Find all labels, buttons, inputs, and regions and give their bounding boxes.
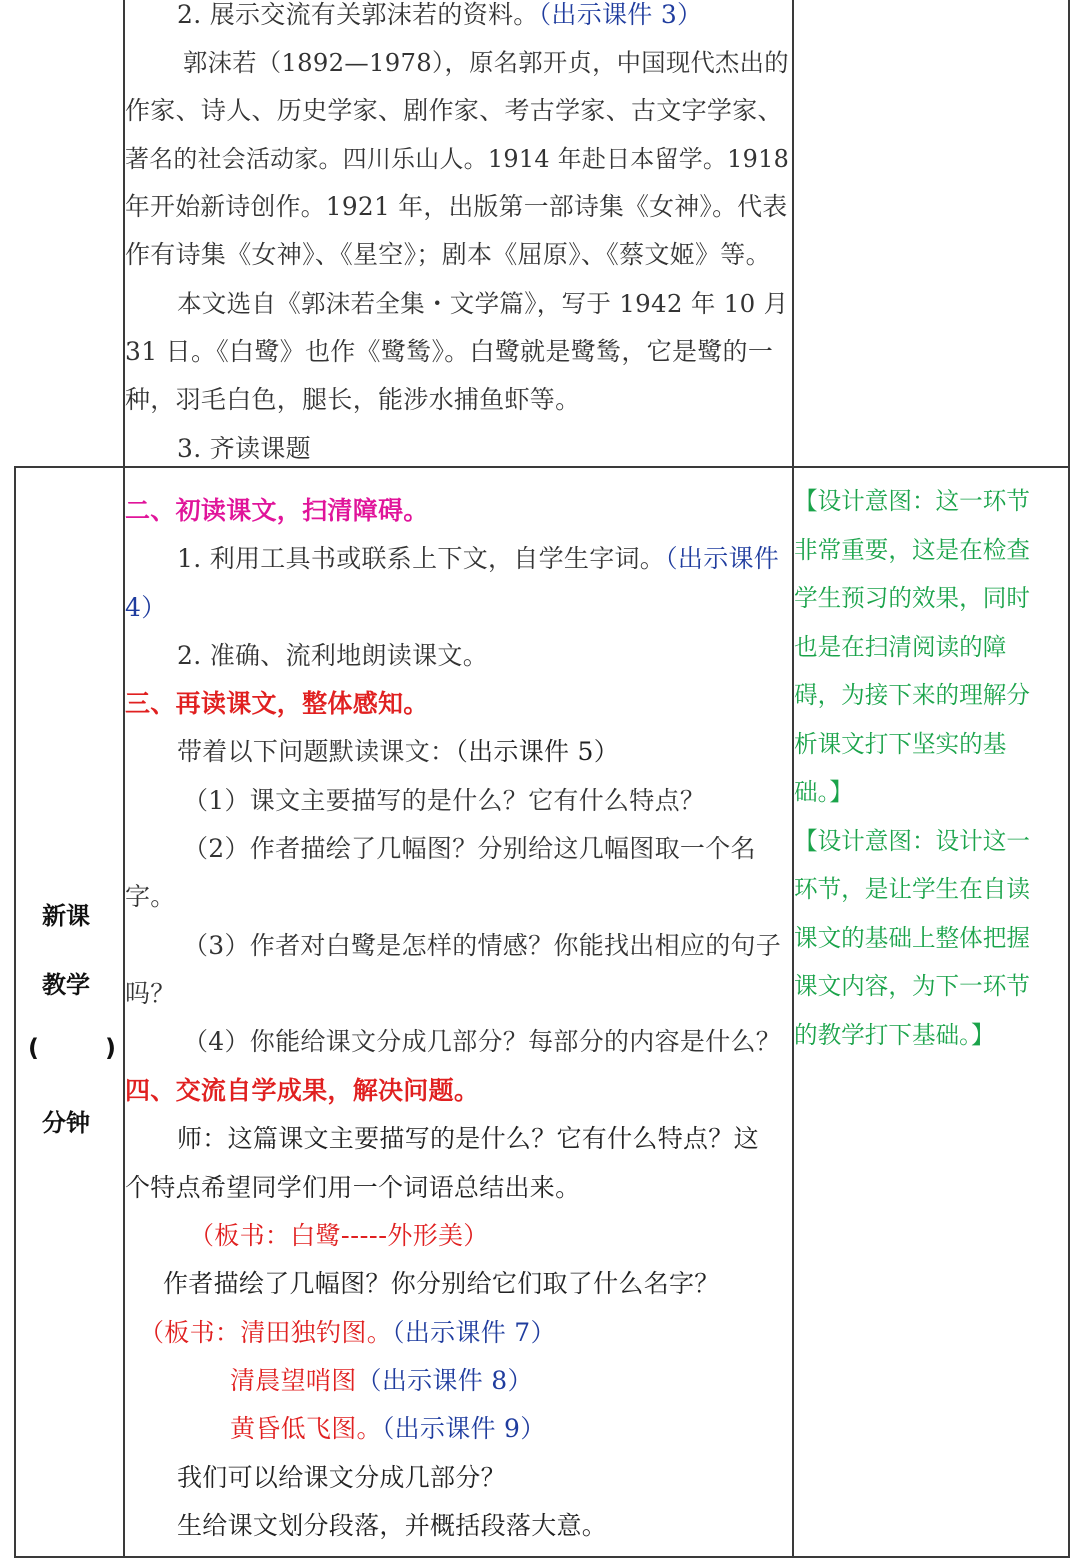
section-label-teaching: 教学: [42, 971, 90, 999]
top-section-line: [125, 142, 789, 176]
top-section-text: （出示课件 3）: [538, 0, 703, 29]
design-intent-line: 础。】: [794, 778, 853, 806]
main-section-text: 个特点希望同学们用一个词语总结出来。: [125, 1173, 581, 1202]
top-section-text: 年开始新诗创作。1921 年，出版第一部诗集《女神》。代表: [125, 192, 788, 221]
main-section-text: 黄昏低飞图。: [230, 1414, 382, 1443]
top-section-line: [177, 0, 702, 32]
main-section-line: [183, 1025, 781, 1059]
section-label-paren-open: (: [28, 1034, 39, 1062]
main-section-line: [183, 832, 756, 866]
main-section-line: [230, 1364, 533, 1398]
main-section-line: [163, 1267, 720, 1301]
top-section-line: [125, 383, 580, 417]
main-section-line: [177, 1122, 759, 1156]
top-section-text: 种，羽毛白色，腿长，能涉水捕鱼虾等。: [125, 385, 581, 414]
main-section-text: （出示课件: [665, 544, 780, 573]
top-section-text: 本文选自《郭沫若全集・文学篇》，写于 1942 年 10 月: [177, 289, 789, 318]
design-intent-line: 析课文打下坚实的基: [794, 729, 1007, 758]
main-section-line: [125, 1074, 479, 1108]
main-section-line: [183, 929, 781, 963]
table-border-left: [14, 466, 16, 1558]
main-section-text: （1）课文主要描写的是什么？它有什么特点？: [183, 786, 706, 815]
main-section-text: 四、交流自学成果，解决问题。: [125, 1076, 480, 1105]
main-section-line: [177, 1509, 607, 1543]
main-section-text: （出示课件 8）: [356, 1366, 533, 1395]
top-section-text: 作有诗集《女神》、《星空》；剧本《屈原》、《蔡文姬》等。: [125, 240, 771, 269]
design-intent-line: 碍，为接下来的理解分: [794, 681, 1030, 709]
top-section-line: [125, 335, 773, 369]
top-section-line: [177, 287, 788, 321]
top-section-line: [177, 432, 311, 466]
top-section-text: 著名的社会活动家。四川乐山人。1914 年赴日本留学。1918: [125, 145, 790, 173]
main-section-text: 吗？: [125, 979, 176, 1008]
main-section-text: （出示课件 7）: [392, 1318, 556, 1347]
main-section-line: [125, 687, 429, 721]
design-intent-line: 非常重要，这是在检查: [794, 535, 1030, 564]
main-section-line: [177, 639, 488, 673]
top-section-line: [125, 238, 771, 272]
top-section-line: [125, 190, 787, 224]
design-intent-line: 课文内容，为下一环节: [794, 972, 1030, 1000]
main-section-line: [125, 1171, 580, 1205]
table-border-bottom: [14, 1556, 1070, 1558]
main-section-text: 我们可以给课文分成几部分？: [177, 1463, 506, 1492]
main-section-text: 1. 利用工具书或联系上下文，自学生字词。: [177, 544, 666, 573]
main-section-line: [183, 784, 705, 818]
main-section-line: [177, 1461, 506, 1495]
design-intent-line: 【设计意图：设计这一: [794, 826, 1030, 855]
main-section-text: 4）: [125, 593, 167, 622]
design-intent-line: 的教学打下基础。】: [794, 1020, 995, 1049]
main-section-text: 2. 准确、流利地朗读课文。: [177, 641, 489, 670]
top-section-line: [125, 94, 783, 128]
main-section-text: 三、再读课文，整体感知。: [125, 689, 429, 718]
main-section-line: [125, 494, 429, 528]
main-section-text: （4）你能给课文分成几部分？每部分的内容是什么？: [183, 1027, 782, 1056]
main-section-line: [125, 591, 167, 625]
main-section-text: （出示课件 5）: [455, 737, 620, 766]
main-section-text: 二、初读课文，扫清障碍。: [125, 496, 429, 525]
main-section-line: [177, 542, 779, 576]
main-section-text: （3）作者对白鹭是怎样的情感？你能找出相应的句子: [183, 931, 782, 960]
main-section-line: [139, 1316, 556, 1350]
main-section-text: （2）作者描绘了几幅图？分别给这几幅图取一个名: [183, 834, 756, 863]
main-section-line: [125, 977, 176, 1011]
section-label-new-lesson: 新课: [42, 902, 90, 930]
top-section-line: [183, 46, 789, 80]
main-section-text: 带着以下问题默读课文：: [177, 737, 456, 766]
design-intent-notes: [794, 468, 1068, 1556]
top-section-text: 31 日。《白鹭》也作《鹭鸶》。白鹭就是鹭鸶，它是鹭的一: [125, 337, 774, 366]
main-section-text: 师：这篇课文主要描写的是什么？它有什么特点？这: [177, 1124, 759, 1153]
section-label-minutes: 分钟: [42, 1109, 90, 1137]
main-section-text: 作者描绘了几幅图？你分别给它们取了什么名字？: [163, 1269, 720, 1298]
main-section-text: 清晨望哨图: [230, 1366, 357, 1395]
main-section-text: （板书：白鹭-----外形美）: [189, 1221, 489, 1250]
main-section-text: 字。: [125, 882, 176, 911]
main-section-line: [177, 735, 619, 769]
design-intent-line: 【设计意图：这一环节: [794, 487, 1030, 515]
top-section-text: 郭沫若（1892—1978），原名郭开贞，中国现代杰出的: [183, 48, 789, 77]
design-intent-line: 也是在扫清阅读的障: [794, 632, 1007, 661]
main-section-line: [125, 880, 176, 914]
main-section-line: [230, 1412, 546, 1446]
main-section-text: （板书：清田独钓图。: [139, 1318, 393, 1347]
design-intent-line: 学生预习的效果，同时: [794, 584, 1030, 612]
design-intent-line: 环节，是让学生在自读: [794, 875, 1030, 903]
main-content-cell: [125, 468, 792, 1556]
section-label-paren-close: ): [105, 1034, 116, 1062]
main-section-text: 生给课文划分段落，并概括段落大意。: [177, 1511, 608, 1540]
main-section-text: （出示课件 9）: [381, 1414, 546, 1443]
main-section-line: [189, 1219, 489, 1253]
top-section-text: 3. 齐读课题: [177, 434, 311, 463]
design-intent-line: 课文的基础上整体把握: [794, 923, 1030, 952]
top-section-text: 作家、诗人、历史学家、剧作家、考古学家、古文字学家、: [125, 96, 783, 125]
top-section-text: 2. 展示交流有关郭沫若的资料。: [177, 0, 539, 29]
top-content-cell: [125, 0, 792, 466]
